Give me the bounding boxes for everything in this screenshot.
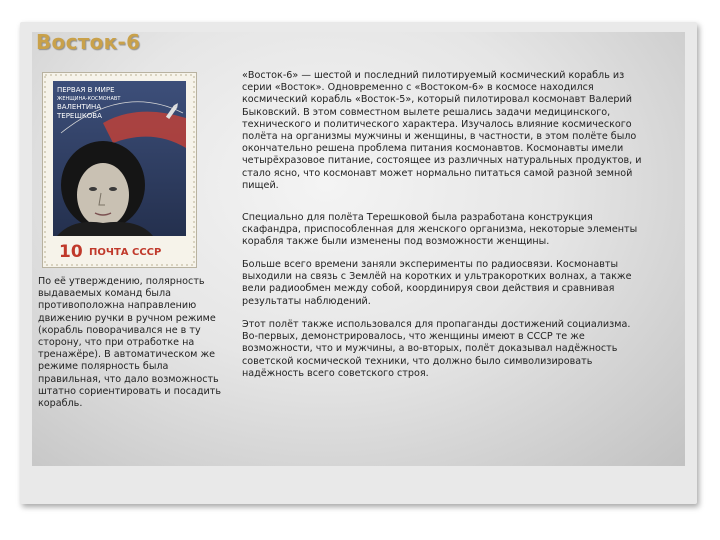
postage-stamp-image <box>42 72 197 268</box>
stamp-line-4: ТЕРЕШКОВА <box>57 112 102 120</box>
slide-title: Восток-6 <box>36 30 141 54</box>
paragraph-spacesuit: Специально для полёта Терешковой была разработана конструкция скафандра, приспособленная для женского организма, некоторые элементы корабля также были изменены под возможности женщины. <box>242 212 638 248</box>
stamp-illustration <box>43 73 196 267</box>
stamp-line-2: ЖЕНЩИНА-КОСМОНАВТ <box>57 96 121 102</box>
stamp-line-3: ВАЛЕНТИНА <box>57 103 102 111</box>
paragraph-radio-experiments: Больше всего времени заняли эксперименты по радиосвязи. Космонавты выходили на связь с Землёй на коротких и ультракоротких волнах, а также вели радиообмен между собой, координируя свои действия и сравнивая результаты наблюдений. <box>242 259 632 307</box>
stamp-country: ПОЧТА СССР <box>89 247 162 258</box>
stamp-value: 10 <box>59 242 83 262</box>
paragraph-polarity: По её утверждению, полярность выдаваемых команд была противоположна направлению движению ручки в ручном режиме (корабль поворачивался не в ту сторону, что при отработке на тренажёре). В автоматическом же режиме полярность была правильная, что дало возможность штатно сориентировать и посадить корабль. <box>38 276 221 410</box>
stamp-line-1: ПЕРВАЯ В МИРЕ <box>57 86 115 94</box>
paragraph-vostok6-intro: «Восток-6» — шестой и последний пилотируемый космический корабль из серии «Восток». Одновременно с «Востоком-6» в космосе находился космический корабль «Восток-5», который пилотировал космонавт Валерий Быковский. В этом совместном вылете решались задачи медицинского, технического и политического характера. Изучалось влияние космического полёта на организмы мужчины и женщины, в частности, в этом полёте было окончательно решена проблема питания космонавтов. Космонавты имели четырёхразовое питание, состоящее из различных натуральных продуктов, и стало ясно, что космонавт может нормально питаться самой разной земной пищей. <box>242 70 642 191</box>
paragraph-propaganda: Этот полёт также использовался для пропаганды достижений социализма. Во-первых, демонстрировалось, что женщины имеют в СССР те же возможности, что и мужчины, а во-вторых, полёт доказывал надёжность советской космической техники, что должно было символизировать надёжность всего советского строя. <box>242 319 631 379</box>
